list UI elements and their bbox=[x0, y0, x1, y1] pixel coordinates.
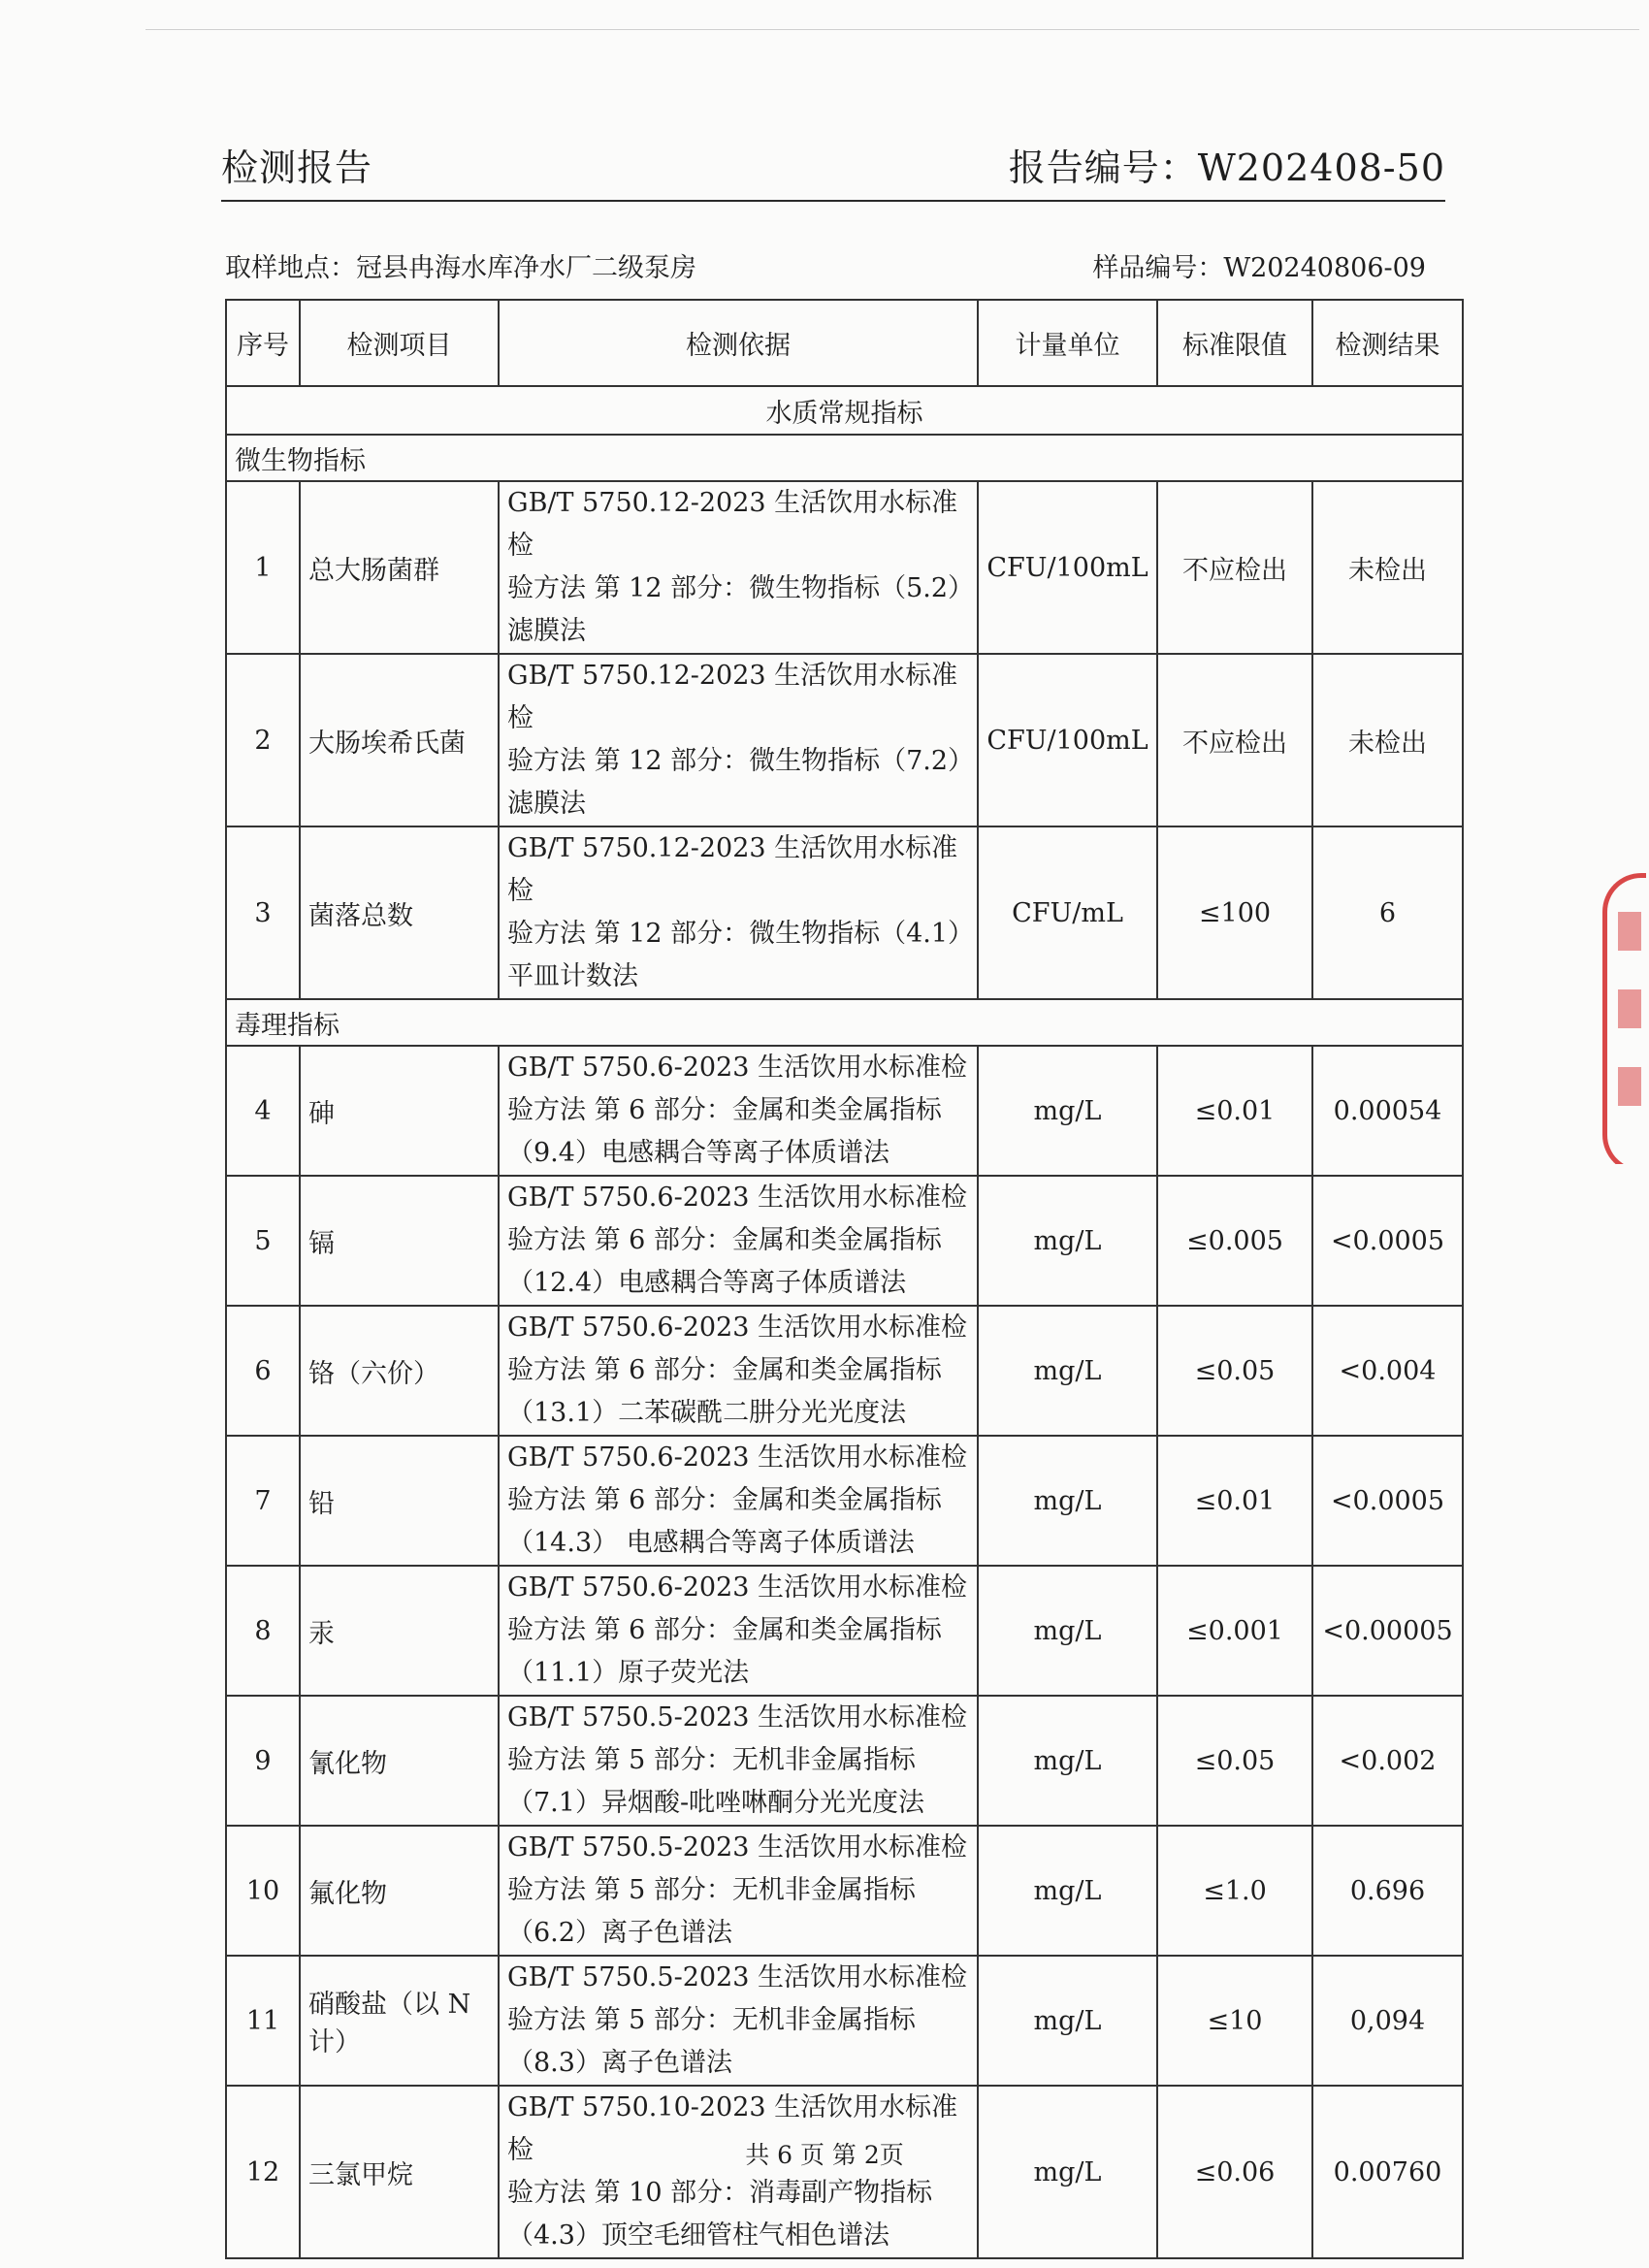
row-number: 11 bbox=[226, 1956, 300, 2086]
standard-limit: ≤100 bbox=[1157, 826, 1312, 999]
test-method bbox=[499, 481, 978, 654]
test-result: 0.00760 bbox=[1312, 2086, 1463, 2258]
row-number: 5 bbox=[226, 1176, 300, 1306]
test-method-line: 验方法 第 10 部分：消毒副产物指标 bbox=[507, 2178, 933, 2208]
test-method-line: GB/T 5750.12-2023 生活饮用水标准检 bbox=[507, 833, 958, 906]
standard-limit: ≤0.005 bbox=[1157, 1176, 1312, 1306]
test-method-line: 验方法 第 5 部分：无机非金属指标 bbox=[507, 1745, 916, 1775]
test-method-line: GB/T 5750.5-2023 生活饮用水标准检 bbox=[507, 1702, 967, 1733]
test-method bbox=[499, 1696, 978, 1826]
test-result: <0.004 bbox=[1312, 1306, 1463, 1436]
test-method-line: （14.3） 电感耦合等离子体质谱法 bbox=[507, 1528, 915, 1558]
category-label: 毒理指标 bbox=[226, 999, 1463, 1046]
unit: mg/L bbox=[978, 1566, 1157, 1696]
col-header-basis: 检测依据 bbox=[499, 300, 978, 386]
test-result: 6 bbox=[1312, 826, 1463, 999]
test-method-line: （9.4）电感耦合等离子体质谱法 bbox=[507, 1138, 889, 1168]
table-row bbox=[226, 1956, 1463, 2086]
test-item: 汞 bbox=[300, 1566, 499, 1696]
test-item: 硝酸盐（以 N 计） bbox=[300, 1956, 499, 2086]
test-method-line: GB/T 5750.6-2023 生活饮用水标准检 bbox=[507, 1183, 967, 1213]
report-number: 报告编号：W202408-50 bbox=[1008, 146, 1445, 189]
test-method bbox=[499, 1046, 978, 1176]
table-row bbox=[226, 481, 1463, 654]
row-number: 1 bbox=[226, 481, 300, 654]
test-method-line: 验方法 第 12 部分：微生物指标（4.1） bbox=[507, 919, 975, 949]
unit: CFU/mL bbox=[978, 826, 1157, 999]
test-method-line: 验方法 第 6 部分：金属和类金属指标 bbox=[507, 1485, 942, 1515]
section-row bbox=[226, 386, 1463, 435]
test-method-line: GB/T 5750.5-2023 生活饮用水标准检 bbox=[507, 1832, 967, 1863]
test-method bbox=[499, 654, 978, 826]
unit: mg/L bbox=[978, 1436, 1157, 1566]
standard-limit: ≤0.01 bbox=[1157, 1046, 1312, 1176]
col-header-item: 检测项目 bbox=[300, 300, 499, 386]
page-footer: 共 6 页 第 2页 bbox=[745, 2141, 904, 2169]
test-method-line: GB/T 5750.5-2023 生活饮用水标准检 bbox=[507, 1962, 967, 1993]
standard-limit: ≤1.0 bbox=[1157, 1826, 1312, 1956]
standard-limit: ≤0.05 bbox=[1157, 1696, 1312, 1826]
unit: mg/L bbox=[978, 1176, 1157, 1306]
table-row bbox=[226, 1046, 1463, 1176]
report-title: 检测报告 bbox=[221, 146, 373, 189]
test-method bbox=[499, 1436, 978, 1566]
test-item: 氟化物 bbox=[300, 1826, 499, 1956]
test-method-line: GB/T 5750.6-2023 生活饮用水标准检 bbox=[507, 1312, 967, 1343]
unit: mg/L bbox=[978, 1696, 1157, 1826]
table-row bbox=[226, 1696, 1463, 1826]
table-row bbox=[226, 1306, 1463, 1436]
header-divider bbox=[221, 200, 1445, 202]
category-label: 微生物指标 bbox=[226, 435, 1463, 481]
table-row bbox=[226, 1436, 1463, 1566]
unit: CFU/100mL bbox=[978, 481, 1157, 654]
table-row bbox=[226, 1566, 1463, 1696]
unit: mg/L bbox=[978, 2086, 1157, 2258]
table-row bbox=[226, 2086, 1463, 2258]
test-item: 三氯甲烷 bbox=[300, 2086, 499, 2258]
table-header-row bbox=[226, 300, 1463, 386]
test-result: 未检出 bbox=[1312, 481, 1463, 654]
test-method bbox=[499, 1956, 978, 2086]
test-method-line: GB/T 5750.6-2023 生活饮用水标准检 bbox=[507, 1053, 967, 1083]
test-method-line: 验方法 第 6 部分：金属和类金属指标 bbox=[507, 1095, 942, 1125]
test-item: 总大肠菌群 bbox=[300, 481, 499, 654]
table-row bbox=[226, 1176, 1463, 1306]
test-method-line: 验方法 第 5 部分：无机非金属指标 bbox=[507, 1875, 916, 1905]
standard-limit: 不应检出 bbox=[1157, 654, 1312, 826]
report-header bbox=[221, 138, 1445, 189]
test-method-line: 滤膜法 bbox=[507, 789, 586, 819]
row-number: 8 bbox=[226, 1566, 300, 1696]
table-row bbox=[226, 654, 1463, 826]
test-result: 0,094 bbox=[1312, 1956, 1463, 2086]
test-method-line: （4.3）顶空毛细管柱气相色谱法 bbox=[507, 2220, 889, 2251]
unit: mg/L bbox=[978, 1826, 1157, 1956]
test-method bbox=[499, 1176, 978, 1306]
test-method-line: 验方法 第 12 部分：微生物指标（5.2） bbox=[507, 573, 975, 603]
test-method-line: 验方法 第 6 部分：金属和类金属指标 bbox=[507, 1355, 942, 1385]
test-item: 砷 bbox=[300, 1046, 499, 1176]
test-method bbox=[499, 1826, 978, 1956]
test-item: 铅 bbox=[300, 1436, 499, 1566]
unit: CFU/100mL bbox=[978, 654, 1157, 826]
col-header-no: 序号 bbox=[226, 300, 300, 386]
standard-limit: 不应检出 bbox=[1157, 481, 1312, 654]
standard-limit: ≤10 bbox=[1157, 1956, 1312, 2086]
results-body bbox=[226, 386, 1463, 2258]
test-item: 镉 bbox=[300, 1176, 499, 1306]
test-item: 铬（六价） bbox=[300, 1306, 499, 1436]
col-header-limit: 标准限值 bbox=[1157, 300, 1312, 386]
row-number: 9 bbox=[226, 1696, 300, 1826]
test-result: 0.696 bbox=[1312, 1826, 1463, 1956]
test-result: 未检出 bbox=[1312, 654, 1463, 826]
section-title: 水质常规指标 bbox=[226, 386, 1463, 435]
test-method bbox=[499, 826, 978, 999]
test-method-line: （13.1）二苯碳酰二肼分光光度法 bbox=[507, 1398, 907, 1428]
unit: mg/L bbox=[978, 1306, 1157, 1436]
sampling-location: 取样地点：冠县冉海水库净水厂二级泵房 bbox=[225, 253, 696, 283]
standard-limit: ≤0.001 bbox=[1157, 1566, 1312, 1696]
red-seal-stamp bbox=[1602, 873, 1649, 1164]
test-item: 大肠埃希氏菌 bbox=[300, 654, 499, 826]
standard-limit: ≤0.01 bbox=[1157, 1436, 1312, 1566]
test-method-line: 验方法 第 6 部分：金属和类金属指标 bbox=[507, 1615, 942, 1645]
test-result: 0.00054 bbox=[1312, 1046, 1463, 1176]
test-result: <0.002 bbox=[1312, 1696, 1463, 1826]
test-method bbox=[499, 2086, 978, 2258]
category-row bbox=[226, 999, 1463, 1046]
row-number: 3 bbox=[226, 826, 300, 999]
test-result: <0.00005 bbox=[1312, 1566, 1463, 1696]
row-number: 2 bbox=[226, 654, 300, 826]
row-number: 4 bbox=[226, 1046, 300, 1176]
test-method bbox=[499, 1306, 978, 1436]
col-header-result: 检测结果 bbox=[1312, 300, 1463, 386]
results-table bbox=[225, 299, 1464, 2259]
test-method-line: （12.4）电感耦合等离子体质谱法 bbox=[507, 1268, 907, 1298]
sample-meta bbox=[225, 246, 1426, 281]
test-item: 氰化物 bbox=[300, 1696, 499, 1826]
standard-limit: ≤0.06 bbox=[1157, 2086, 1312, 2258]
row-number: 7 bbox=[226, 1436, 300, 1566]
col-header-unit: 计量单位 bbox=[978, 300, 1157, 386]
test-method-line: GB/T 5750.10-2023 生活饮用水标准检 bbox=[507, 2092, 958, 2165]
test-method-line: 验方法 第 12 部分：微生物指标（7.2） bbox=[507, 746, 975, 776]
test-method-line: 验方法 第 5 部分：无机非金属指标 bbox=[507, 2005, 916, 2035]
category-row bbox=[226, 435, 1463, 481]
unit: mg/L bbox=[978, 1956, 1157, 2086]
test-method-line: 平皿计数法 bbox=[507, 961, 638, 991]
test-method-line: （11.1）原子荧光法 bbox=[507, 1658, 750, 1688]
sample-number: 样品编号：W20240806-09 bbox=[1092, 253, 1426, 283]
test-method bbox=[499, 1566, 978, 1696]
row-number: 10 bbox=[226, 1826, 300, 1956]
test-result: <0.0005 bbox=[1312, 1176, 1463, 1306]
test-method-line: GB/T 5750.6-2023 生活饮用水标准检 bbox=[507, 1572, 967, 1603]
test-method-line: GB/T 5750.6-2023 生活饮用水标准检 bbox=[507, 1442, 967, 1473]
test-method-line: 验方法 第 6 部分：金属和类金属指标 bbox=[507, 1225, 942, 1255]
row-number: 12 bbox=[226, 2086, 300, 2258]
table-row bbox=[226, 826, 1463, 999]
test-method-line: GB/T 5750.12-2023 生活饮用水标准检 bbox=[507, 661, 958, 733]
test-method-line: GB/T 5750.12-2023 生活饮用水标准检 bbox=[507, 488, 958, 561]
row-number: 6 bbox=[226, 1306, 300, 1436]
table-row bbox=[226, 1826, 1463, 1956]
test-item: 菌落总数 bbox=[300, 826, 499, 999]
test-method-line: 滤膜法 bbox=[507, 616, 586, 646]
test-method-line: （7.1）异烟酸-吡唑啉酮分光光度法 bbox=[507, 1788, 925, 1818]
unit: mg/L bbox=[978, 1046, 1157, 1176]
test-method-line: （6.2）离子色谱法 bbox=[507, 1918, 732, 1948]
standard-limit: ≤0.05 bbox=[1157, 1306, 1312, 1436]
test-method-line: （8.3）离子色谱法 bbox=[507, 2048, 732, 2078]
scan-edge-line bbox=[146, 29, 1639, 30]
test-result: <0.0005 bbox=[1312, 1436, 1463, 1566]
